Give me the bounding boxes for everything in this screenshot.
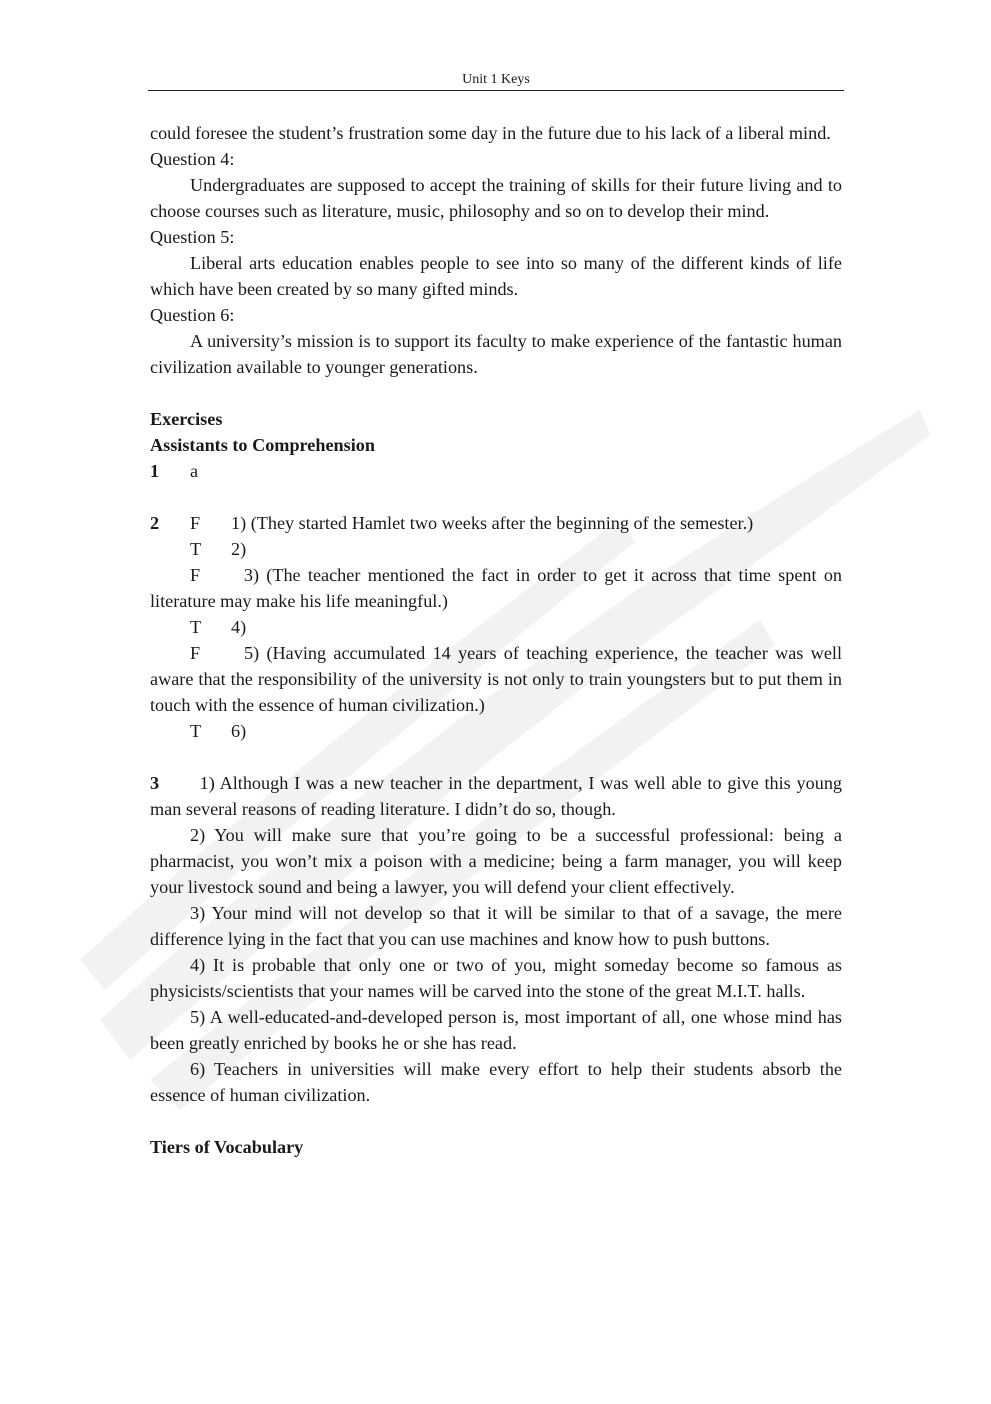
tf-text: 5) (Having accumulated 14 years of teaching experience, the teacher was well aware that the responsibility of the university is not only to train youngsters but to put them in touch with the essence of human civilization.) <box>150 643 842 715</box>
exercise-3-item: 3) Your mind will not develop so that it will be similar to that of a savage, the mere difference lying in the fact that you can use machines and know how to push buttons. <box>150 903 842 949</box>
question-answer: Liberal arts education enables people to see into so many of the different kinds of life which have been created by so many gifted minds. <box>150 253 842 299</box>
spacer <box>150 380 842 406</box>
exercise-number: 2 <box>150 513 160 533</box>
tf-item <box>150 510 842 536</box>
question-answer: Undergraduates are supposed to accept the training of skills for their future living and to choose courses such as literature, music, philosophy and so on to develop their mind. <box>150 175 842 221</box>
tf-item <box>150 640 842 718</box>
tf-item <box>150 718 842 744</box>
tf-mark: T <box>190 539 202 559</box>
exercise-3-text: 1) Although I was a new teacher in the department, I was well able to give this young man several reasons of reading literature. I didn’t do so, though. <box>150 773 843 819</box>
spacer <box>150 744 842 770</box>
exercises-heading: Exercises <box>150 409 223 429</box>
tf-mark: F <box>190 513 201 533</box>
exercise-number: 3 <box>150 773 160 793</box>
tf-item <box>150 536 842 562</box>
spacer <box>150 1108 842 1134</box>
exercise-3-item <box>150 770 842 822</box>
tf-mark: F <box>190 643 201 663</box>
exercise-3-item: 4) It is probable that only one or two of you, might someday become so famous as physicists/scientists that your names will be carved into the stone of the great M.I.T. halls. <box>150 955 842 1001</box>
tf-item <box>150 562 842 614</box>
tf-text: 6) <box>231 721 247 741</box>
exercise-number: 1 <box>150 461 160 481</box>
tf-text: 1) (They started Hamlet two weeks after the beginning of the semester.) <box>231 513 754 533</box>
page-body <box>150 120 842 1160</box>
tf-item <box>150 614 842 640</box>
exercise-3-item: 2) You will make sure that you’re going to be a successful professional: being a pharmacist, you won’t mix a poison with a medicine; being a farm manager, you will keep your livestock sound and being a lawyer, you will defend your client effectively. <box>150 825 842 897</box>
tf-text: 4) <box>231 617 247 637</box>
question-answer: A university’s mission is to support its faculty to make experience of the fantastic human civilization available to younger generations. <box>150 331 842 377</box>
running-header: Unit 1 Keys <box>462 72 530 87</box>
question-label: Question 5: <box>150 227 235 247</box>
tf-text: 3) (The teacher mentioned the fact in order to get it across that time spent on literature may make his life meaningful.) <box>150 565 843 611</box>
tf-mark: T <box>190 721 202 741</box>
section-heading: Assistants to Comprehension <box>150 435 376 455</box>
header-rule <box>148 90 844 91</box>
question-label: Question 4: <box>150 149 235 169</box>
exercise-3-item: 5) A well-educated-and-developed person is, most important of all, one whose mind has been greatly enriched by books he or she has read. <box>150 1007 842 1053</box>
question-label: Question 6: <box>150 305 235 325</box>
continuation-paragraph: could foresee the student’s frustration some day in the future due to his lack of a liberal mind. <box>150 123 831 143</box>
tf-mark: F <box>190 565 201 585</box>
section-heading: Tiers of Vocabulary <box>150 1137 304 1157</box>
exercise-3-item: 6) Teachers in universities will make every effort to help their students absorb the essence of human civilization. <box>150 1059 842 1105</box>
spacer <box>150 484 842 510</box>
tf-mark: T <box>190 617 202 637</box>
exercise-1-row <box>150 458 842 484</box>
exercise-1-answer: a <box>190 461 199 481</box>
tf-text: 2) <box>231 539 247 559</box>
